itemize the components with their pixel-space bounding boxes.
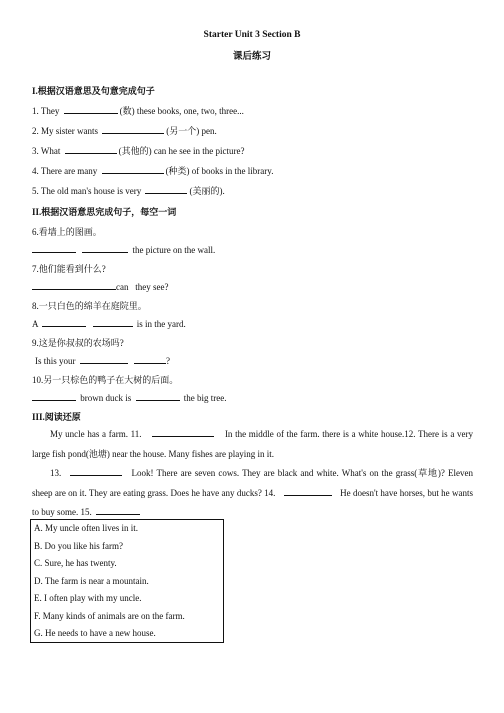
blank-13[interactable] bbox=[70, 465, 122, 476]
options-box bbox=[30, 519, 224, 643]
question-5 bbox=[32, 184, 225, 197]
question-1 bbox=[32, 104, 244, 117]
q8-blank-1[interactable] bbox=[42, 317, 86, 327]
q4-blank[interactable] bbox=[102, 164, 164, 174]
q8-english bbox=[32, 317, 186, 329]
p1-text-b: In the middle of the farm. there is a white house.12. There is a very large fish pond(池塘) near the house. Many fishes are playing in it. bbox=[32, 429, 474, 459]
q10-suffix: the big tree. bbox=[183, 393, 227, 403]
q7-mid: can bbox=[116, 282, 129, 292]
q1-suffix: (数) these books, one, two, three... bbox=[119, 106, 244, 116]
section-2-heading: II.根据汉语意思完成句子，每空一词 bbox=[32, 207, 177, 217]
question-4 bbox=[32, 164, 273, 177]
q3-blank[interactable] bbox=[65, 144, 117, 154]
q3-suffix: (其他的) can he see in the picture? bbox=[118, 146, 245, 156]
p2-text-b: Look! There are seven cows. They are black and white. What's on the grass(草地)? Eleven sheep are on it. They are eating grass. Does he have any ducks? 14. bbox=[32, 468, 474, 498]
blank-11[interactable] bbox=[152, 426, 214, 437]
blank-15[interactable] bbox=[96, 504, 140, 515]
q3-prefix: 3. What bbox=[32, 146, 61, 156]
q10-blank-2[interactable] bbox=[136, 391, 180, 401]
q9-prefix: Is this your bbox=[35, 356, 76, 366]
q8-prefix: A bbox=[32, 319, 39, 329]
q9-suffix: ? bbox=[166, 356, 170, 366]
q2-prefix: 2. My sister wants bbox=[32, 126, 98, 136]
q10-chinese: 10.另一只棕色的鸭子在大树的后面。 bbox=[32, 375, 179, 385]
q9-english bbox=[35, 354, 170, 366]
reading-paragraph-2 bbox=[32, 464, 473, 523]
q6-chinese: 6.看墙上的图画。 bbox=[32, 227, 102, 237]
q6-english bbox=[32, 243, 215, 255]
p2-text-c: He doesn't have horses, but he wants to buy some. 15. bbox=[32, 487, 474, 517]
q5-blank[interactable] bbox=[145, 184, 187, 194]
option-d: D. The farm is near a mountain. bbox=[34, 575, 149, 586]
q4-prefix: 4. There are many bbox=[32, 166, 98, 176]
q6-blank-2[interactable] bbox=[82, 243, 128, 253]
q7-english bbox=[32, 280, 168, 292]
question-3 bbox=[32, 144, 245, 157]
q8-chinese: 8.一只白色的绵羊在庭院里。 bbox=[32, 301, 147, 311]
q5-suffix: (美丽的). bbox=[189, 186, 225, 196]
page-title: Starter Unit 3 Section B bbox=[203, 30, 301, 40]
option-f: F. Many kinds of animals are on the farm. bbox=[34, 610, 185, 621]
q8-suffix: is in the yard. bbox=[136, 319, 186, 329]
q4-suffix: (种类) of books in the library. bbox=[165, 166, 274, 176]
q10-blank-1[interactable] bbox=[32, 391, 76, 401]
q1-blank[interactable] bbox=[64, 104, 118, 114]
q5-prefix: 5. The old man's house is very bbox=[32, 186, 142, 196]
reading-paragraph-1 bbox=[32, 425, 473, 464]
q2-blank[interactable] bbox=[102, 124, 164, 134]
q10-mid: brown duck is bbox=[80, 393, 132, 403]
q9-blank-2[interactable] bbox=[134, 354, 166, 364]
q7-suffix: they see? bbox=[135, 282, 169, 292]
q7-blank[interactable] bbox=[32, 280, 116, 290]
question-2 bbox=[32, 124, 217, 137]
option-e: E. I often play with my uncle. bbox=[34, 593, 142, 603]
p1-text-a: My uncle has a farm. 11. bbox=[50, 429, 142, 439]
p2-text-a: 13. bbox=[50, 468, 62, 478]
option-b: B. Do you like his farm? bbox=[34, 540, 123, 551]
section-1-heading: I.根据汉语意思及句意完成句子 bbox=[32, 86, 155, 96]
option-g: G. He needs to have a new house. bbox=[34, 628, 156, 638]
q1-prefix: 1. They bbox=[32, 106, 60, 116]
q9-blank-1[interactable] bbox=[80, 354, 128, 364]
q6-blank-1[interactable] bbox=[32, 243, 76, 253]
q9-chinese: 9.这是你叔叔的农场吗? bbox=[32, 338, 124, 348]
page-subtitle: 课后练习 bbox=[232, 52, 271, 62]
q6-suffix: the picture on the wall. bbox=[132, 245, 216, 255]
q8-blank-2[interactable] bbox=[93, 317, 133, 327]
q7-chinese: 7.他们能看到什么? bbox=[32, 264, 106, 274]
blank-14[interactable] bbox=[284, 485, 332, 496]
q2-suffix: (另一个) pen. bbox=[166, 126, 217, 136]
q10-english bbox=[32, 391, 226, 403]
option-a: A. My uncle often lives in it. bbox=[34, 523, 138, 533]
section-3-heading: III.阅读还原 bbox=[32, 412, 81, 422]
option-c: C. Sure, he has twenty. bbox=[34, 558, 117, 568]
